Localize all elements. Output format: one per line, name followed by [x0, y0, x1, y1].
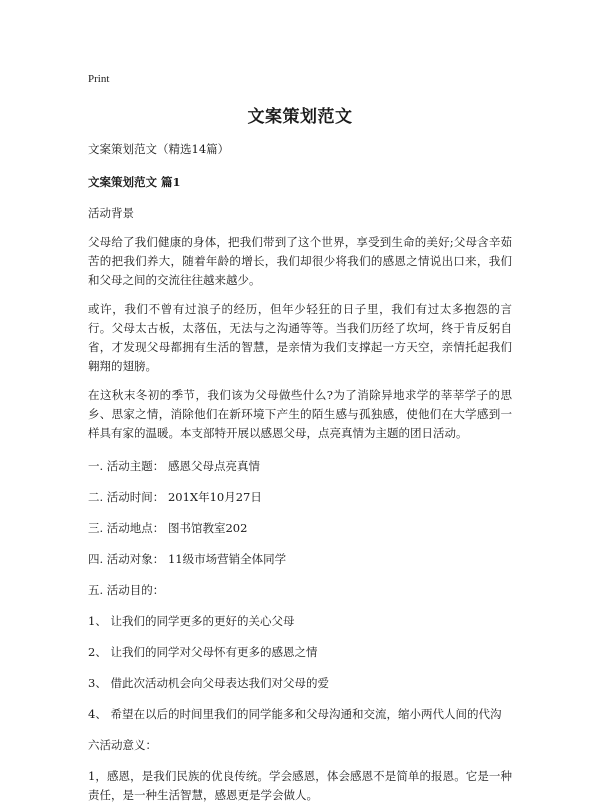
paragraph-3: 在这秋末冬初的季节，我们该为父母做些什么?为了消除异地求学的莘莘学子的思乡、思家之情，消除他们在新环境下产生的陌生感与孤独感，使他们在大学感到一样具有家的温暖。本支部特开展以感恩父母，点亮真情为主题的团日活动。	[88, 388, 512, 440]
list-item-purpose-heading: 五. 活动目的：	[88, 583, 165, 597]
print-link[interactable]: Print	[88, 73, 110, 85]
list-item-time: 二. 活动时间： 201X年10月27日	[88, 490, 262, 504]
paragraph-2: 或许，我们不曾有过浪子的经历，但年少轻狂的日子里，我们有过太多抱怨的言行。父母太古板，太落伍，无法与之沟通等等。当我们历经了坎坷，终于肯反躬自省，才发现父母都拥有生活的智慧，是亲情为我们支撑起一方天空，亲情托起我们翱翔的翅膀。	[88, 302, 512, 373]
document-subtitle: 文案策划范文（精选14篇）	[88, 142, 230, 156]
list-item-purpose-1: 1、 让我们的同学更多的更好的关心父母	[88, 614, 295, 628]
section-heading: 文案策划范文 篇1	[88, 175, 181, 189]
list-item-theme: 一. 活动主题： 感恩父母点亮真情	[88, 459, 260, 473]
closing-paragraph: 1，感恩，是我们民族的优良传统。学会感恩，体会感恩不是简单的报恩。它是一种责任，是一种生活智慧，感恩更是学会做人。	[88, 769, 512, 802]
list-item-purpose-2: 2、 让我们的同学对父母怀有更多的感恩之情	[88, 645, 318, 659]
list-item-audience: 四. 活动对象： 11级市场营销全体同学	[88, 552, 287, 566]
list-item-location: 三. 活动地点： 图书馆教室202	[88, 521, 248, 535]
list-item-purpose-4: 4、 希望在以后的时间里我们的同学能多和父母沟通和交流，缩小两代人间的代沟	[88, 707, 502, 721]
document-title: 文案策划范文	[247, 107, 353, 127]
paragraph-1: 父母给了我们健康的身体，把我们带到了这个世界，享受到生命的美好;父母含辛茹苦的把我们养大，随着年龄的增长，我们却很少将我们的感恩之情说出口来，我们和父母之间的交流往往越来越少。	[88, 235, 512, 287]
background-heading: 活动背景	[88, 206, 134, 220]
list-item-purpose-3: 3、 借此次活动机会向父母表达我们对父母的爱	[88, 676, 329, 690]
list-item-significance-heading: 六活动意义：	[88, 738, 157, 752]
